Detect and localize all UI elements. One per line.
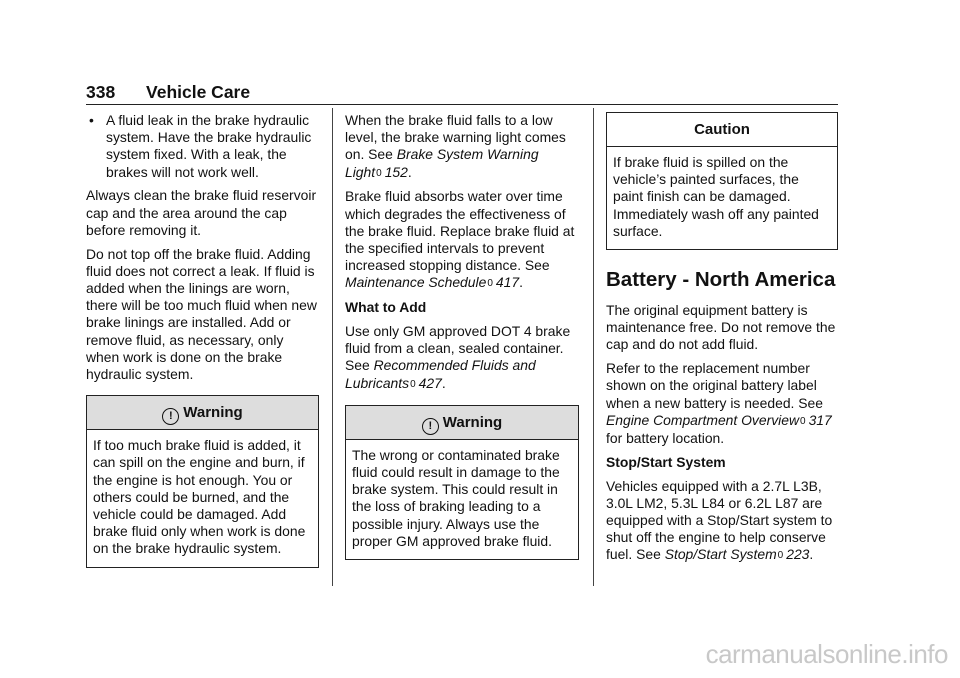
paragraph-low-level bbox=[345, 112, 579, 182]
warning-header bbox=[87, 396, 318, 430]
paragraph-end: . bbox=[519, 274, 523, 291]
caution-header bbox=[607, 113, 837, 147]
bullet-text: A fluid leak in the brake hydraulic system. Have the brake hydraulic system fixed. With a leak, the brakes will not work well. bbox=[106, 112, 312, 180]
warning-box-overfill bbox=[86, 395, 319, 567]
column-divider-1 bbox=[332, 108, 333, 586]
subheading-stop-start: Stop/Start System bbox=[606, 453, 726, 470]
bullet-dot: • bbox=[89, 112, 94, 128]
page-number: 338 bbox=[86, 82, 116, 102]
caution-title: Caution bbox=[694, 121, 750, 138]
paragraph-absorbs-water bbox=[345, 188, 579, 292]
chapter-title: Vehicle Care bbox=[146, 82, 251, 102]
paragraph-text: Brake fluid absorbs water over time which degrades the effectiveness of the brake fluid. Replace brake fluid at the specified intervals to prevent increased stopping distance. See bbox=[345, 188, 575, 274]
paragraph-text: Use only GM approved DOT 4 brake fluid from a clean, sealed container. See bbox=[345, 323, 571, 374]
xref-recommended-fluids[interactable]: Recommended Fluids and Lubricants bbox=[345, 357, 536, 391]
xref-page[interactable]: 427 bbox=[418, 374, 442, 391]
warning-title: Warning bbox=[442, 413, 503, 431]
warning-body: If too much brake fluid is added, it can spill on the engine and burn, if the engine is hot enough. You or others could be burned, and the vehicle could be damaged. Add brake fluid only when work is done on the brake hydraulic system. bbox=[93, 437, 306, 557]
xref-page[interactable]: 317 bbox=[808, 411, 832, 428]
watermark: carmanualsonline.info bbox=[705, 639, 948, 669]
paragraph-maintenance-free: The original equipment battery is maintenance free. Do not remove the cap and do not add fluid. bbox=[606, 302, 836, 353]
column-divider-2 bbox=[593, 108, 594, 586]
warning-header bbox=[346, 406, 578, 440]
paragraph-clean-cap: Always clean the brake fluid reservoir cap and the area around the cap before removing it. bbox=[86, 187, 317, 238]
xref-maintenance-schedule[interactable]: Maintenance Schedule bbox=[345, 274, 487, 291]
xref-brake-warning-light[interactable]: Brake System Warning Light bbox=[345, 146, 539, 180]
page-ref-icon: 0 bbox=[487, 278, 493, 290]
paragraph-end: for battery location. bbox=[606, 430, 725, 447]
paragraph-use-dot4 bbox=[345, 323, 579, 393]
caution-body: If brake fluid is spilled on the vehicle’s painted surfaces, the paint finish can be damaged. Immediately wash off any painted surface. bbox=[613, 154, 819, 239]
paragraph-stop-start bbox=[606, 478, 838, 565]
section-title-battery: Battery - North America bbox=[606, 268, 836, 292]
paragraph-text: Refer to the replacement number shown on the original battery label when a new battery is needed. See bbox=[606, 360, 823, 411]
xref-engine-compartment[interactable]: Engine Compartment Overview bbox=[606, 411, 800, 428]
paragraph-text: Vehicles equipped with a 2.7L L3B, 3.0L LM2, 5.3L L84 or 6.2L L87 are equipped with a Stop/Start system to shut off the engine to help conserve fuel. See bbox=[606, 477, 833, 563]
page-header bbox=[86, 82, 838, 105]
column-2 bbox=[345, 112, 579, 560]
xref-page[interactable]: 152 bbox=[384, 163, 408, 180]
page-ref-icon: 0 bbox=[800, 415, 806, 427]
paragraph-end: . bbox=[441, 374, 446, 391]
page-ref-icon: 0 bbox=[376, 167, 382, 179]
xref-page[interactable]: 417 bbox=[495, 274, 520, 291]
paragraph-top-off: Do not top off the brake fluid. Adding fluid does not correct a leak. If fluid is added when the linings are worn, there will be too much fluid when new brake linings are installed. Add or remove fluid, as necessary, only when work is done on the brake hydraulic system. bbox=[86, 245, 317, 383]
page-ref-icon: 0 bbox=[410, 378, 416, 390]
page-ref-icon: 0 bbox=[777, 550, 784, 562]
xref-stop-start-system[interactable]: Stop/Start System bbox=[664, 546, 777, 563]
paragraph-replacement bbox=[606, 360, 838, 447]
paragraph-text: When the brake fluid falls to a low level, the brake warning light comes on. See bbox=[345, 112, 566, 163]
bullet-item bbox=[86, 112, 319, 181]
paragraph-end: . bbox=[407, 163, 412, 180]
column-3 bbox=[606, 112, 838, 571]
column-1 bbox=[86, 112, 319, 568]
warning-icon: ! bbox=[162, 408, 179, 425]
paragraph-end: . bbox=[809, 546, 814, 563]
warning-box-contaminated bbox=[345, 405, 579, 560]
subheading-what-to-add: What to Add bbox=[345, 299, 427, 316]
warning-body: The wrong or contaminated brake fluid could result in damage to the brake system. This could result in the loss of braking leading to a possible injury. Always use the proper GM approved brake fluid. bbox=[352, 446, 560, 549]
warning-title: Warning bbox=[183, 404, 243, 422]
warning-icon: ! bbox=[422, 418, 439, 435]
caution-box bbox=[606, 112, 838, 250]
xref-page[interactable]: 223 bbox=[786, 546, 810, 563]
